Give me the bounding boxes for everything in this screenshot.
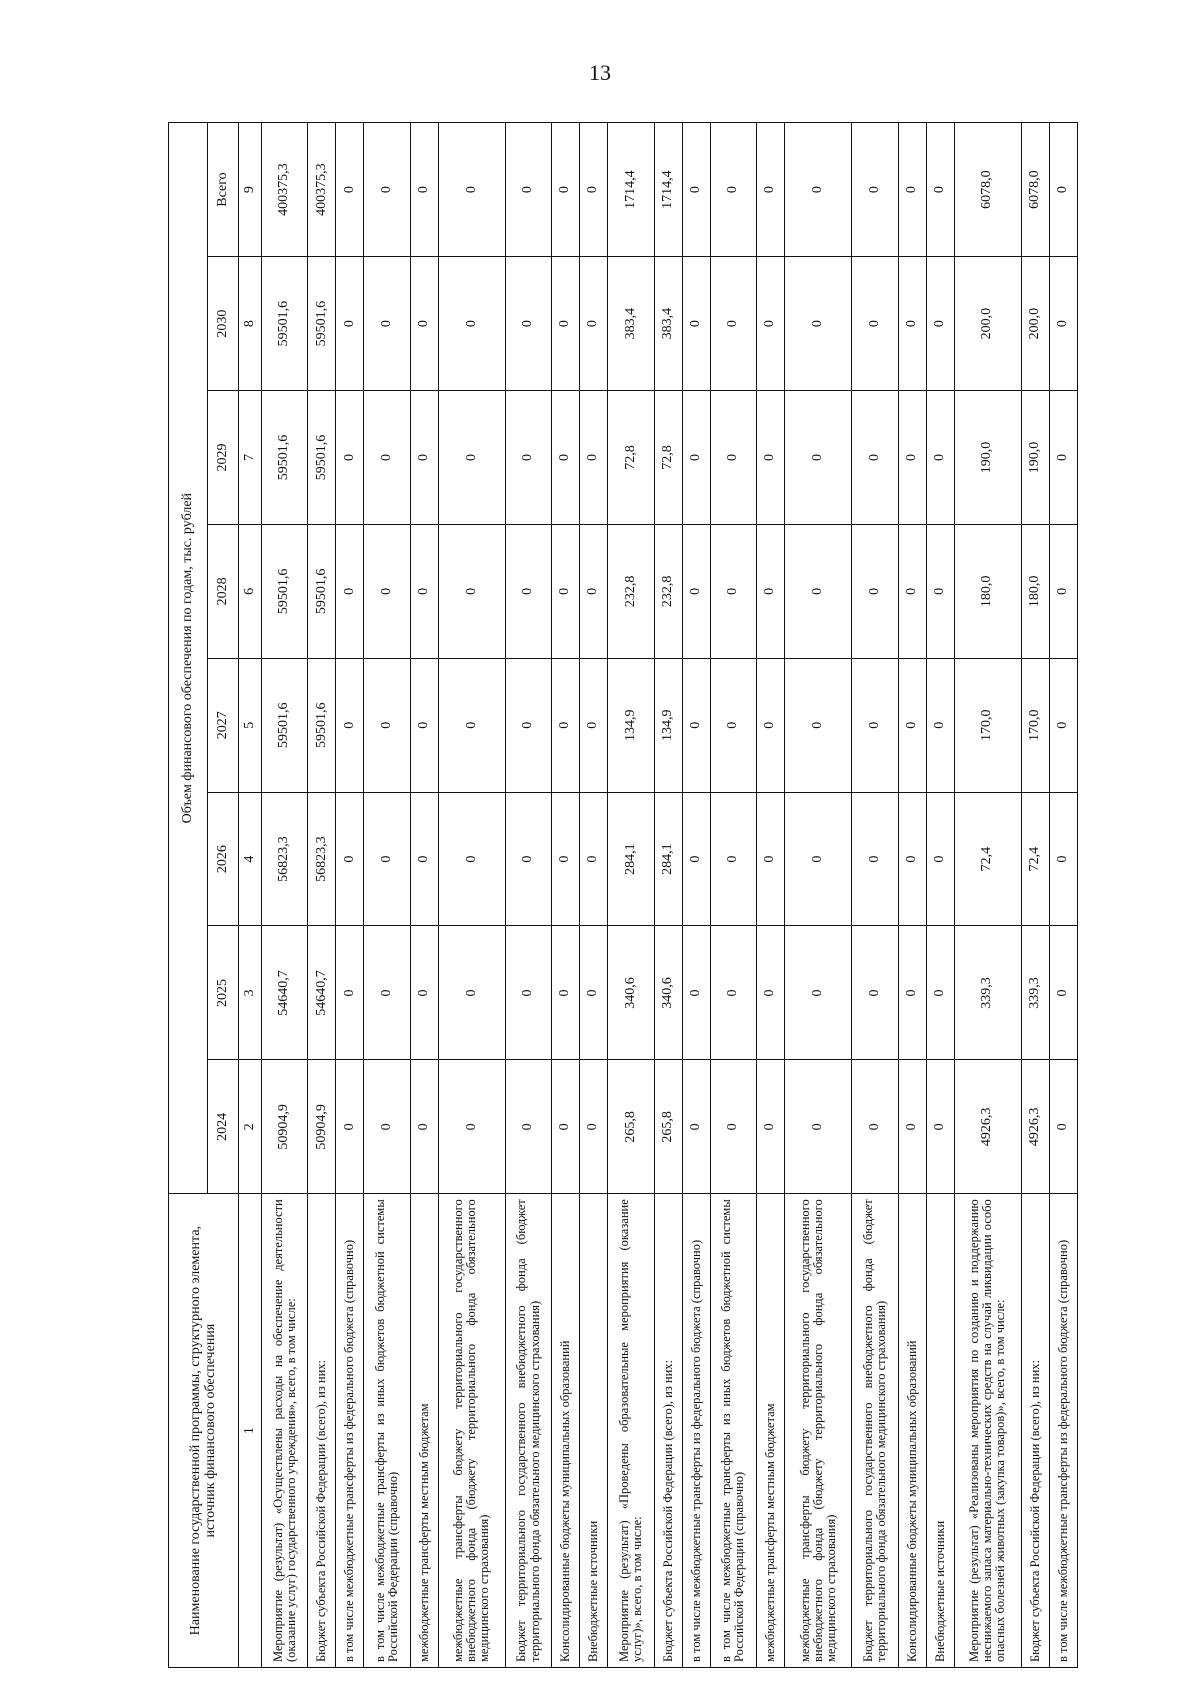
row-value-2026: 72,4 — [954, 792, 1021, 926]
row-value-2025: 0 — [364, 926, 410, 1060]
row-value-2025: 0 — [926, 926, 954, 1060]
rotated-page-area — [168, 122, 1078, 1668]
header-year-4: 2027 — [208, 658, 239, 792]
row-value-2024: 0 — [898, 1060, 926, 1194]
header-column-number: 8 — [239, 257, 262, 391]
row-value-2027: 0 — [336, 658, 364, 792]
row-value-Всего: 0 — [852, 123, 898, 257]
row-value-2029: 59501,6 — [308, 391, 336, 525]
row-value-2026: 72,4 — [1021, 792, 1049, 926]
row-value-2030: 0 — [710, 257, 756, 391]
row-value-Всего: 0 — [364, 123, 410, 257]
row-source-name: в том числе межбюджетные трансферты из иных бюджетов бюджетной системы Российской Федерации (справочно) — [710, 1194, 756, 1668]
row-value-2028: 0 — [580, 524, 608, 658]
row-value-2024: 265,8 — [608, 1060, 654, 1194]
row-value-2026: 0 — [898, 792, 926, 926]
table-row — [710, 123, 756, 1668]
row-value-2029: 0 — [336, 391, 364, 525]
row-value-2027: 0 — [852, 658, 898, 792]
table-row — [1049, 123, 1077, 1668]
row-value-2026: 56823,3 — [308, 792, 336, 926]
row-value-2027: 0 — [785, 658, 852, 792]
row-source-name: Мероприятие (результат) «Осуществлены расходы на обеспечение деятельности (оказание услуг) государственного учреждения», всего, в том числе: — [262, 1194, 308, 1668]
row-value-2028: 0 — [785, 524, 852, 658]
row-value-2029: 0 — [926, 391, 954, 525]
row-value-2025: 0 — [757, 926, 785, 1060]
row-value-Всего: 1714,4 — [608, 123, 654, 257]
row-value-2030: 200,0 — [1021, 257, 1049, 391]
table-row — [410, 123, 438, 1668]
table-row — [505, 123, 551, 1668]
row-value-2029: 59501,6 — [262, 391, 308, 525]
row-value-2028: 0 — [852, 524, 898, 658]
header-year-5: 2028 — [208, 524, 239, 658]
row-value-2030: 0 — [552, 257, 580, 391]
row-value-2025: 340,6 — [654, 926, 682, 1060]
row-value-2026: 0 — [852, 792, 898, 926]
row-value-2030: 59501,6 — [308, 257, 336, 391]
row-value-2027: 134,9 — [608, 658, 654, 792]
row-value-2026: 284,1 — [608, 792, 654, 926]
row-value-2027: 59501,6 — [262, 658, 308, 792]
header-column-number: 6 — [239, 524, 262, 658]
row-value-Всего: 0 — [785, 123, 852, 257]
header-year-8: Всего — [208, 123, 239, 257]
row-source-name: Мероприятие (результат) «Проведены образовательные мероприятия (оказание услуг)», всего, в том числе: — [608, 1194, 654, 1668]
row-value-2030: 0 — [410, 257, 438, 391]
row-value-2024: 4926,3 — [954, 1060, 1021, 1194]
row-value-2025: 54640,7 — [308, 926, 336, 1060]
row-source-name: Внебюджетные источники — [926, 1194, 954, 1668]
row-value-2025: 0 — [785, 926, 852, 1060]
row-source-name: межбюджетные трансферты местным бюджетам — [757, 1194, 785, 1668]
table-row — [682, 123, 710, 1668]
header-year-6: 2029 — [208, 391, 239, 525]
table-row — [757, 123, 785, 1668]
row-value-2029: 0 — [364, 391, 410, 525]
row-value-2025: 340,6 — [608, 926, 654, 1060]
row-value-2024: 0 — [438, 1060, 505, 1194]
row-value-Всего: 0 — [682, 123, 710, 257]
row-value-2029: 0 — [785, 391, 852, 525]
row-value-2029: 0 — [710, 391, 756, 525]
row-value-Всего: 1714,4 — [654, 123, 682, 257]
row-value-2027: 0 — [580, 658, 608, 792]
row-value-2025: 0 — [410, 926, 438, 1060]
row-source-name: межбюджетные трансферты местным бюджетам — [410, 1194, 438, 1668]
row-value-2024: 0 — [926, 1060, 954, 1194]
row-value-2028: 0 — [682, 524, 710, 658]
row-source-name: Бюджет субъекта Российской Федерации (всего), из них: — [654, 1194, 682, 1668]
row-value-2027: 0 — [898, 658, 926, 792]
row-value-2030: 0 — [926, 257, 954, 391]
row-value-Всего: 400375,3 — [262, 123, 308, 257]
row-value-2028: 180,0 — [954, 524, 1021, 658]
row-source-name: Консолидированные бюджеты муниципальных образований — [898, 1194, 926, 1668]
row-value-2027: 0 — [926, 658, 954, 792]
row-value-2027: 0 — [757, 658, 785, 792]
row-source-name: межбюджетные трансферты бюджету территориального государственного внебюджетного фонда (бюджету территориального фонда обязательного медицинского страхования) — [785, 1194, 852, 1668]
row-value-2026: 0 — [505, 792, 551, 926]
table-row — [364, 123, 410, 1668]
row-value-2029: 0 — [682, 391, 710, 525]
table-row — [954, 123, 1021, 1668]
row-value-2024: 0 — [852, 1060, 898, 1194]
row-source-name: Консолидированные бюджеты муниципальных образований — [552, 1194, 580, 1668]
row-value-2026: 0 — [710, 792, 756, 926]
row-value-2028: 180,0 — [1021, 524, 1049, 658]
row-value-Всего: 0 — [410, 123, 438, 257]
header-column-number: 3 — [239, 926, 262, 1060]
row-value-2025: 0 — [898, 926, 926, 1060]
row-value-2029: 0 — [1049, 391, 1077, 525]
row-value-2025: 0 — [438, 926, 505, 1060]
row-value-2028: 0 — [710, 524, 756, 658]
row-value-2028: 0 — [410, 524, 438, 658]
row-value-2025: 0 — [552, 926, 580, 1060]
table-header — [169, 123, 262, 1668]
row-value-Всего: 0 — [505, 123, 551, 257]
row-value-2025: 0 — [852, 926, 898, 1060]
header-year-2: 2025 — [208, 926, 239, 1060]
row-value-2028: 0 — [505, 524, 551, 658]
table-row — [654, 123, 682, 1668]
row-value-2026: 0 — [410, 792, 438, 926]
row-value-2029: 0 — [757, 391, 785, 525]
row-value-2029: 0 — [552, 391, 580, 525]
row-value-2028: 232,8 — [654, 524, 682, 658]
row-value-2029: 0 — [410, 391, 438, 525]
row-source-name: в том числе межбюджетные трансферты из федерального бюджета (справочно) — [682, 1194, 710, 1668]
row-value-2030: 0 — [505, 257, 551, 391]
row-value-2026: 0 — [552, 792, 580, 926]
header-column-number: 2 — [239, 1060, 262, 1194]
header-column-number: 7 — [239, 391, 262, 525]
row-value-2027: 0 — [438, 658, 505, 792]
row-source-name: Мероприятие (результат) «Реализованы мероприятия по созданию и поддержанию неснижаемого запаса материально-технических средств на случай ликвидации особо опасных болезней животных (закупка товаров)», всего, в том числе: — [954, 1194, 1021, 1668]
row-value-2025: 0 — [580, 926, 608, 1060]
row-value-2030: 200,0 — [954, 257, 1021, 391]
header-year-1: 2024 — [208, 1060, 239, 1194]
row-value-2025: 0 — [505, 926, 551, 1060]
row-value-2030: 0 — [364, 257, 410, 391]
table-row — [580, 123, 608, 1668]
row-value-2026: 0 — [785, 792, 852, 926]
row-value-2028: 0 — [926, 524, 954, 658]
row-value-2026: 0 — [682, 792, 710, 926]
row-value-2030: 0 — [785, 257, 852, 391]
row-value-Всего: 0 — [580, 123, 608, 257]
row-value-2029: 0 — [438, 391, 505, 525]
row-source-name: в том числе межбюджетные трансферты из федерального бюджета (справочно) — [336, 1194, 364, 1668]
row-value-2028: 0 — [336, 524, 364, 658]
header-column-number: 9 — [239, 123, 262, 257]
row-value-Всего: 0 — [438, 123, 505, 257]
row-value-2024: 0 — [580, 1060, 608, 1194]
row-value-2024: 0 — [364, 1060, 410, 1194]
row-value-2030: 383,4 — [608, 257, 654, 391]
row-value-2026: 0 — [1049, 792, 1077, 926]
row-value-2024: 50904,9 — [262, 1060, 308, 1194]
row-value-2026: 56823,3 — [262, 792, 308, 926]
row-value-2029: 72,8 — [654, 391, 682, 525]
header-name-column: Наименование государственной программы, структурного элемента, источник финансового обеспечения — [169, 1194, 239, 1668]
table-row — [898, 123, 926, 1668]
header-column-numbers-row — [239, 123, 262, 1668]
row-value-2030: 0 — [682, 257, 710, 391]
row-value-2024: 0 — [410, 1060, 438, 1194]
row-value-2029: 190,0 — [954, 391, 1021, 525]
row-value-2027: 0 — [682, 658, 710, 792]
row-value-2024: 0 — [757, 1060, 785, 1194]
row-value-2024: 0 — [505, 1060, 551, 1194]
row-value-2025: 54640,7 — [262, 926, 308, 1060]
row-source-name: межбюджетные трансферты бюджету территориального государственного внебюджетного фонда (бюджету территориального фонда обязательного медицинского страхования) — [438, 1194, 505, 1668]
row-value-Всего: 6078,0 — [954, 123, 1021, 257]
row-value-2030: 383,4 — [654, 257, 682, 391]
row-value-Всего: 0 — [757, 123, 785, 257]
row-value-2027: 134,9 — [654, 658, 682, 792]
row-value-2024: 265,8 — [654, 1060, 682, 1194]
row-source-name: Бюджет субъекта Российской Федерации (всего), из них: — [1021, 1194, 1049, 1668]
row-source-name: Внебюджетные источники — [580, 1194, 608, 1668]
row-value-2028: 0 — [552, 524, 580, 658]
row-value-2029: 0 — [505, 391, 551, 525]
row-value-2028: 59501,6 — [262, 524, 308, 658]
row-value-2025: 0 — [336, 926, 364, 1060]
row-value-2026: 0 — [580, 792, 608, 926]
row-value-2026: 0 — [364, 792, 410, 926]
row-value-2026: 0 — [757, 792, 785, 926]
row-value-2025: 339,3 — [1021, 926, 1049, 1060]
rotated-table-container — [168, 122, 1078, 1668]
row-value-2030: 0 — [1049, 257, 1077, 391]
row-value-2024: 0 — [1049, 1060, 1077, 1194]
row-value-2024: 4926,3 — [1021, 1060, 1049, 1194]
row-source-name: в том числе межбюджетные трансферты из федерального бюджета (справочно) — [1049, 1194, 1077, 1668]
row-value-2027: 0 — [710, 658, 756, 792]
header-column-number: 5 — [239, 658, 262, 792]
row-value-2026: 284,1 — [654, 792, 682, 926]
row-value-2030: 0 — [898, 257, 926, 391]
row-value-2028: 0 — [1049, 524, 1077, 658]
row-value-2027: 0 — [505, 658, 551, 792]
header-funding-group: Объем финансового обеспечения по годам, тыс. рублей — [169, 123, 208, 1194]
row-value-2028: 0 — [438, 524, 505, 658]
row-value-2026: 0 — [438, 792, 505, 926]
row-value-2030: 59501,6 — [262, 257, 308, 391]
table-row — [438, 123, 505, 1668]
row-value-2024: 0 — [785, 1060, 852, 1194]
page-number: 13 — [589, 60, 611, 85]
row-value-2027: 0 — [364, 658, 410, 792]
table-row — [852, 123, 898, 1668]
row-value-2024: 0 — [336, 1060, 364, 1194]
row-value-2030: 0 — [336, 257, 364, 391]
funding-table — [168, 122, 1078, 1668]
table-row — [926, 123, 954, 1668]
row-value-2027: 170,0 — [1021, 658, 1049, 792]
table-row — [608, 123, 654, 1668]
row-value-2029: 0 — [852, 391, 898, 525]
row-value-2028: 232,8 — [608, 524, 654, 658]
row-value-Всего: 6078,0 — [1021, 123, 1049, 257]
row-value-Всего: 0 — [552, 123, 580, 257]
row-value-2028: 0 — [757, 524, 785, 658]
table-row — [785, 123, 852, 1668]
row-value-2025: 0 — [1049, 926, 1077, 1060]
table-row — [308, 123, 336, 1668]
row-value-2030: 0 — [580, 257, 608, 391]
row-value-2024: 0 — [682, 1060, 710, 1194]
row-value-Всего: 0 — [898, 123, 926, 257]
row-source-name: в том числе межбюджетные трансферты из иных бюджетов бюджетной системы Российской Федерации (справочно) — [364, 1194, 410, 1668]
row-value-Всего: 0 — [336, 123, 364, 257]
row-value-2024: 0 — [552, 1060, 580, 1194]
row-value-2028: 0 — [364, 524, 410, 658]
row-value-2025: 0 — [682, 926, 710, 1060]
table-row — [262, 123, 308, 1668]
row-value-2029: 72,8 — [608, 391, 654, 525]
row-value-2030: 0 — [852, 257, 898, 391]
row-source-name: Бюджет территориального государственного внебюджетного фонда (бюджет территориального фонда обязательного медицинского страхования) — [852, 1194, 898, 1668]
row-value-2030: 0 — [757, 257, 785, 391]
row-value-2029: 0 — [898, 391, 926, 525]
row-value-Всего: 400375,3 — [308, 123, 336, 257]
header-year-7: 2030 — [208, 257, 239, 391]
row-value-2027: 0 — [552, 658, 580, 792]
header-column-number: 1 — [239, 1194, 262, 1668]
row-value-2027: 170,0 — [954, 658, 1021, 792]
table-row — [1021, 123, 1049, 1668]
row-value-Всего: 0 — [1049, 123, 1077, 257]
row-value-2027: 59501,6 — [308, 658, 336, 792]
row-value-2025: 339,3 — [954, 926, 1021, 1060]
row-value-2024: 50904,9 — [308, 1060, 336, 1194]
row-value-2026: 0 — [336, 792, 364, 926]
header-column-number: 4 — [239, 792, 262, 926]
row-source-name: Бюджет территориального государственного внебюджетного фонда (бюджет территориального фонда обязательного медицинского страхования) — [505, 1194, 551, 1668]
header-year-3: 2026 — [208, 792, 239, 926]
row-value-Всего: 0 — [926, 123, 954, 257]
table-row — [552, 123, 580, 1668]
row-value-2029: 190,0 — [1021, 391, 1049, 525]
row-source-name: Бюджет субъекта Российской Федерации (всего), из них: — [308, 1194, 336, 1668]
row-value-Всего: 0 — [710, 123, 756, 257]
row-value-2029: 0 — [580, 391, 608, 525]
table-body — [262, 123, 1078, 1668]
row-value-2024: 0 — [710, 1060, 756, 1194]
row-value-2027: 0 — [1049, 658, 1077, 792]
table-row — [336, 123, 364, 1668]
row-value-2027: 0 — [410, 658, 438, 792]
row-value-2028: 59501,6 — [308, 524, 336, 658]
row-value-2025: 0 — [710, 926, 756, 1060]
row-value-2028: 0 — [898, 524, 926, 658]
row-value-2026: 0 — [926, 792, 954, 926]
row-value-2030: 0 — [438, 257, 505, 391]
